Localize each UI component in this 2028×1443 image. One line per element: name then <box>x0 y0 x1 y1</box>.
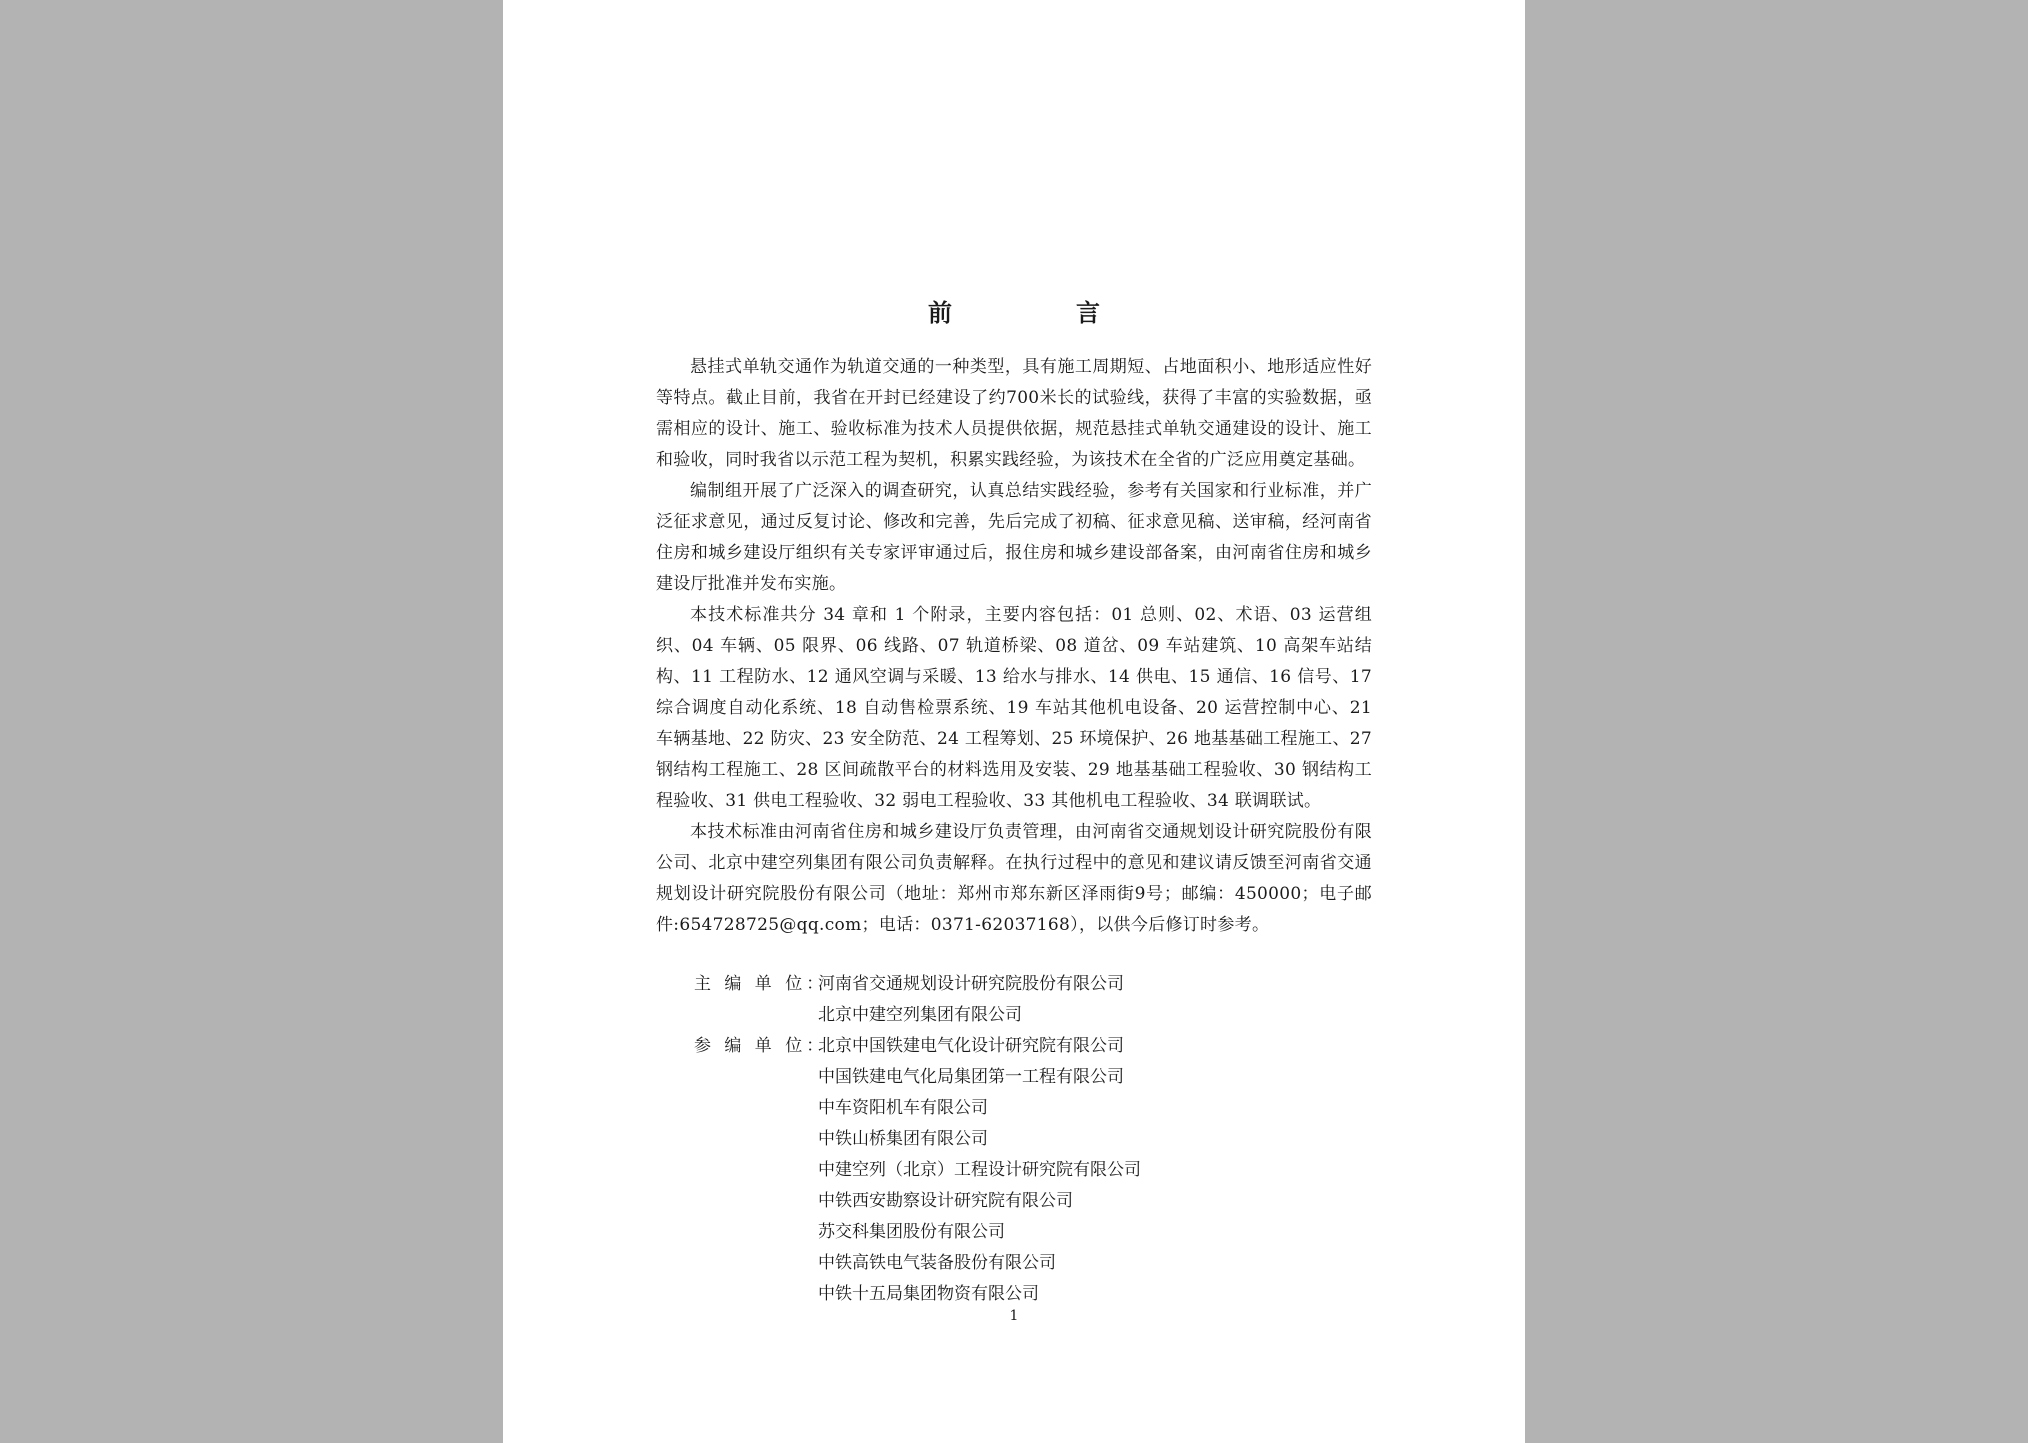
participating-unit-item: 北京中国铁建电气化设计研究院有限公司 <box>818 1036 1124 1056</box>
page-number: 1 <box>1009 1308 1019 1324</box>
chief-units-label: 主 编 单 位： <box>694 974 828 994</box>
paragraph: 编制组开展了广泛深入的调查研究，认真总结实践经验，参考有关国家和行业标准，并广泛征求意见，通过反复讨论、修改和完善，先后完成了初稿、征求意见稿、送审稿，经河南省住房和城乡建设厅组织有关专家评审通过后，报住房和城乡建设部备案，由河南省住房和城乡建设厅批准并发布实施。 <box>656 481 1372 594</box>
page-title: 前 言 <box>928 298 1150 327</box>
paragraph: 悬挂式单轨交通作为轨道交通的一种类型，具有施工周期短、占地面积小、地形适应性好等特点。截止目前，我省在开封已经建设了约700米长的试验线，获得了丰富的实验数据，亟需相应的设计、施工、验收标准为技术人员提供依据，规范悬挂式单轨交通建设的设计、施工和验收，同时我省以示范工程为契机，积累实践经验，为该技术在全省的广泛应用奠定基础。 <box>656 357 1372 470</box>
chief-unit-item: 河南省交通规划设计研究院股份有限公司 <box>818 974 1124 994</box>
participating-unit-item: 苏交科集团股份有限公司 <box>818 1222 1005 1242</box>
chief-units <box>694 969 1141 1031</box>
organizations-list <box>694 969 1141 1310</box>
chief-unit-item: 北京中建空列集团有限公司 <box>818 1005 1022 1025</box>
participating-unit-item: 中车资阳机车有限公司 <box>818 1098 988 1118</box>
participating-unit-item: 中铁十五局集团物资有限公司 <box>818 1284 1039 1304</box>
participating-unit-item: 中铁山桥集团有限公司 <box>818 1129 988 1149</box>
paragraph: 本技术标准共分 34 章和 1 个附录，主要内容包括：01 总则、02、术语、03 运营组织、04 车辆、05 限界、06 线路、07 轨道桥梁、08 道岔、09 车站建筑、10 高架车站结构、11 工程防水、12 通风空调与采暖、13 给水与排水、14 供电、15 通信、16 信号、17 综合调度自动化系统、18 自动售检票系统、19 车站其他机电设备、20 运营控制中心、21 车辆基地、22 防灾、23 安全防范、24 工程筹划、25 环境保护、26 地基基础工程施工、27 钢结构工程施工、28 区间疏散平台的材料选用及安装、29 地基基础工程验收、30 钢结构工程验收、31 供电工程验收、32 弱电工程验收、33 其他机电工程验收、34 联调联试。 <box>656 605 1372 811</box>
participating-unit-item: 中建空列（北京）工程设计研究院有限公司 <box>818 1160 1141 1180</box>
participating-unit-item: 中国铁建电气化局集团第一工程有限公司 <box>818 1067 1124 1087</box>
participating-units-label: 参 编 单 位： <box>694 1036 828 1056</box>
paragraph: 本技术标准由河南省住房和城乡建设厅负责管理，由河南省交通规划设计研究院股份有限公司、北京中建空列集团有限公司负责解释。在执行过程中的意见和建议请反馈至河南省交通规划设计研究院股份有限公司（地址：郑州市郑东新区泽雨街9号；邮编：450000；电子邮件:654728725@qq.com；电话：0371-62037168），以供今后修订时参考。 <box>656 822 1372 935</box>
participating-unit-item: 中铁高铁电气装备股份有限公司 <box>818 1253 1056 1273</box>
participating-unit-item: 中铁西安勘察设计研究院有限公司 <box>818 1191 1073 1211</box>
participating-units <box>694 1031 1141 1310</box>
preface-body <box>656 352 1372 941</box>
